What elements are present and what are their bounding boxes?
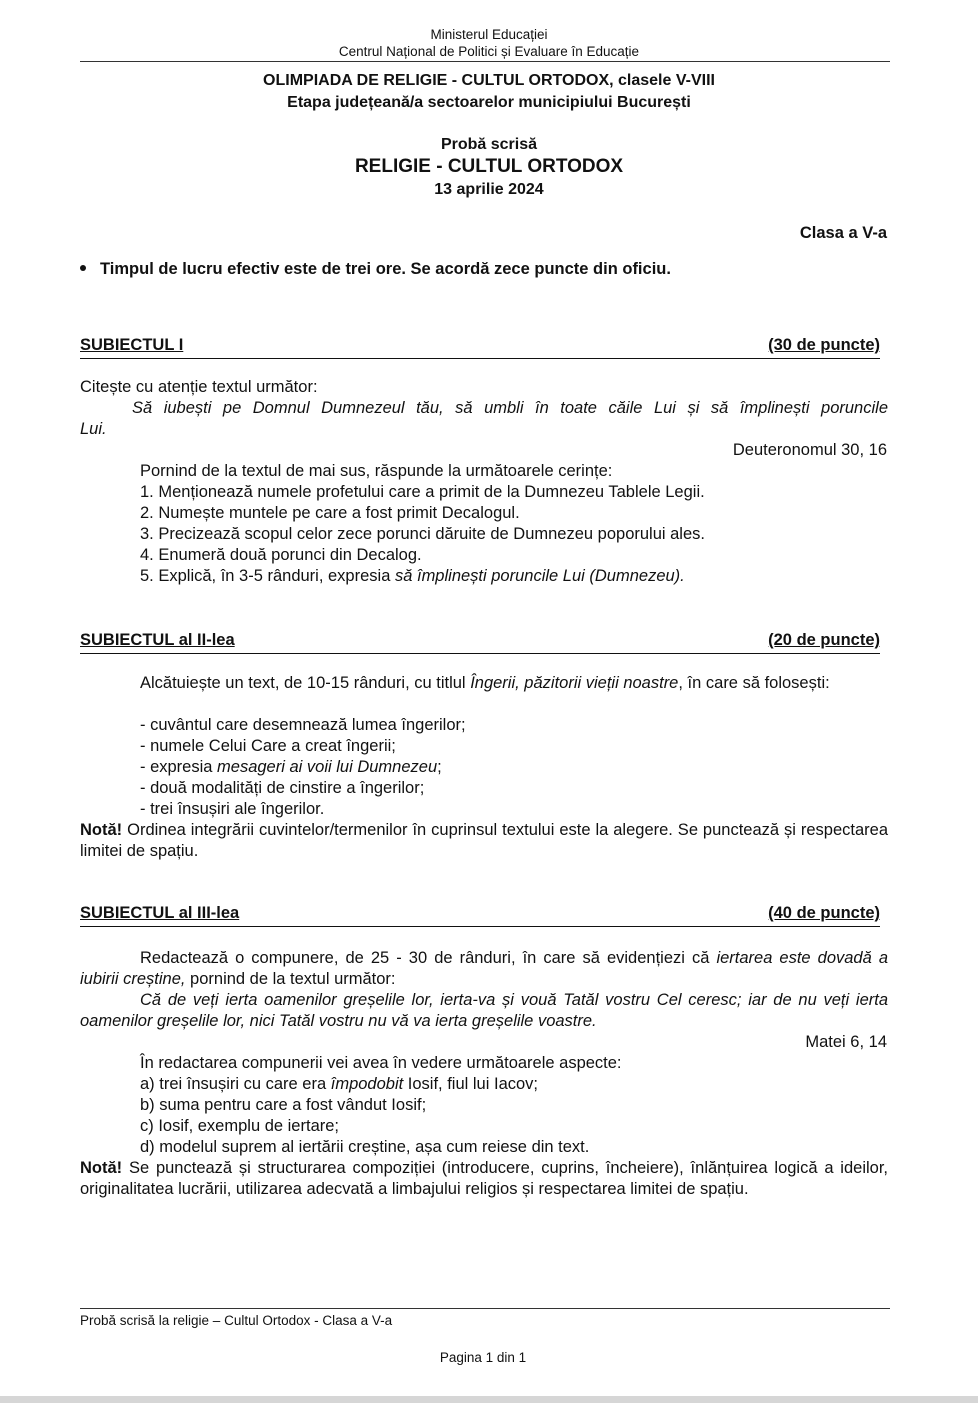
- date-title: 13 aprilie 2024: [434, 181, 544, 198]
- page-number: Pagina 1 din 1: [439, 1350, 527, 1365]
- s2-item-3-italic: mesageri ai voii lui Dumnezeu: [217, 758, 438, 776]
- s1-item-5-text: 5. Explică, în 3-5 rânduri, expresia: [140, 567, 395, 585]
- center-name: Centrul Național de Politici și Evaluare în Educație: [338, 44, 640, 59]
- s3-item-a-text: a) trei însușiri cu care era: [140, 1075, 331, 1093]
- s2-note: [80, 820, 888, 862]
- s1-quote-line2: Lui.: [80, 420, 107, 438]
- s2-item-4: - două modalități de cinstire a îngerilor;: [140, 779, 425, 797]
- s2-item-1: - cuvântul care desemnează lumea îngerilor;: [140, 716, 466, 734]
- s3-note: [80, 1158, 888, 1200]
- subject-2-title: SUBIECTUL al II-lea: [80, 631, 235, 649]
- s3-item-d: d) modelul suprem al iertării creștine, așa cum reiese din text.: [140, 1138, 590, 1156]
- s2-paragraph-a: Alcătuiește un text, de 10-15 rânduri, cu titlul: [140, 674, 471, 692]
- s2-paragraph: [80, 673, 888, 694]
- s2-item-2: - numele Celui Care a creat îngerii;: [140, 737, 396, 755]
- olympiad-title: OLIMPIADA DE RELIGIE - CULTUL ORTODOX, clasele V-VIII: [263, 72, 715, 89]
- s3-item-b: b) suma pentru care a fost vândut Iosif;: [140, 1096, 427, 1114]
- ministry-name: Ministerul Educației: [430, 27, 548, 42]
- s3-item-a-italic: împodobit: [330, 1075, 404, 1093]
- subject-title: RELIGIE - CULTUL ORTODOX: [354, 156, 624, 177]
- s2-item-3: [140, 757, 442, 778]
- instruction-text: Timpul de lucru efectiv este de trei ore. Se acordă zece puncte din oficiu.: [100, 260, 671, 278]
- instruction-bullet: [80, 260, 671, 279]
- s2-item-3-text: - expresia: [140, 758, 218, 776]
- s1-item-3: 3. Precizează scopul celor zece porunci dăruite de Dumnezeu poporului ales.: [140, 525, 705, 543]
- s3-paragraph: [80, 948, 888, 990]
- s1-intro: Citește cu atenție textul următor:: [80, 378, 318, 396]
- s3-task-intro: În redactarea compunerii vei avea în vedere următoarele aspecte:: [140, 1054, 622, 1072]
- s1-item-2: 2. Numește muntele pe care a fost primit Decalogul.: [140, 504, 520, 522]
- subject-3-points: (40 de puncte): [768, 904, 880, 922]
- s2-paragraph-b: , în care să folosești:: [678, 674, 830, 692]
- s3-note-text: Se punctează și structurarea compoziției (introducere, cuprins, încheiere), înlănțuirea logică a ideilor, originalitatea lucrării, utilizarea adecvată a limbajului religios și respectarea limitei de spațiu.: [80, 1159, 888, 1198]
- s3-paragraph-a: Redactează o compunere, de 25 - 30 de rânduri, în care să evidențiezi că: [140, 949, 717, 967]
- s1-item-1: 1. Menționează numele profetului care a primit de la Dumnezeu Tablele Legii.: [140, 483, 705, 501]
- s3-paragraph-b: pornind de la textul următor:: [185, 970, 396, 988]
- header-rule: [80, 61, 890, 62]
- s1-task-intro: Pornind de la textul de mai sus, răspunde la următoarele cerințe:: [140, 462, 613, 480]
- s3-quote: Că de veți ierta oamenilor greșelile lor, ierta-va și vouă Tatăl vostru Cel ceresc; iar de nu veți ierta oamenilor greșelile lor, nici Tatăl vostru nu vă va ierta greșelile voastre.: [80, 991, 888, 1030]
- s2-note-text: Ordinea integrării cuvintelor/termenilor în cuprinsul textului este la alegere. Se punctează și respectarea limitei de spațiu.: [80, 821, 888, 860]
- footer-text: Probă scrisă la religie – Cultul Ortodox - Clasa a V-a: [80, 1313, 393, 1328]
- subject-2-points: (20 de puncte): [768, 631, 880, 649]
- s2-item-5: - trei însușiri ale îngerilor.: [140, 800, 325, 818]
- proba-title: Probă scrisă: [440, 136, 538, 153]
- stage-title: Etapa județeană/a sectoarelor municipiului București: [287, 94, 691, 111]
- subject-1-points: (30 de puncte): [768, 336, 880, 354]
- s3-item-a: [140, 1074, 538, 1095]
- s2-note-label: Notă!: [80, 821, 123, 839]
- subject-3-title: SUBIECTUL al III-lea: [80, 904, 240, 922]
- s3-item-a-suffix: Iosif, fiul lui Iacov;: [403, 1075, 539, 1093]
- s3-paragraph-italic: iertarea este dovadă a iubirii creștine,: [80, 949, 888, 988]
- s1-item-4: 4. Enumeră două porunci din Decalog.: [140, 546, 422, 564]
- s2-item-3-suffix: ;: [437, 758, 442, 776]
- s3-note-label: Notă!: [80, 1159, 123, 1177]
- s3-reference: Matei 6, 14: [805, 1033, 887, 1051]
- s2-paragraph-title: Îngerii, păzitorii vieții noastre: [470, 674, 679, 692]
- bullet-dot: [80, 265, 86, 271]
- subject-3-heading: [80, 904, 880, 927]
- footer-rule: [80, 1308, 890, 1309]
- s1-quote-line1: Să iubești pe Domnul Dumnezeul tău, să umbli în toate căile Lui și să împlinești poruncile: [132, 399, 888, 417]
- class-label: Clasa a V-a: [799, 224, 887, 242]
- subject-1-heading: [80, 336, 880, 359]
- s1-reference: Deuteronomul 30, 16: [732, 441, 887, 459]
- s1-item-5-italic: să împlinești poruncile Lui (Dumnezeu).: [394, 567, 685, 585]
- page-bottom-band: [0, 1396, 978, 1403]
- subject-1-title: SUBIECTUL I: [80, 336, 184, 354]
- subject-2-heading: [80, 631, 880, 654]
- s3-item-c: c) Iosif, exemplu de iertare;: [140, 1117, 339, 1135]
- s1-item-5: [140, 566, 685, 587]
